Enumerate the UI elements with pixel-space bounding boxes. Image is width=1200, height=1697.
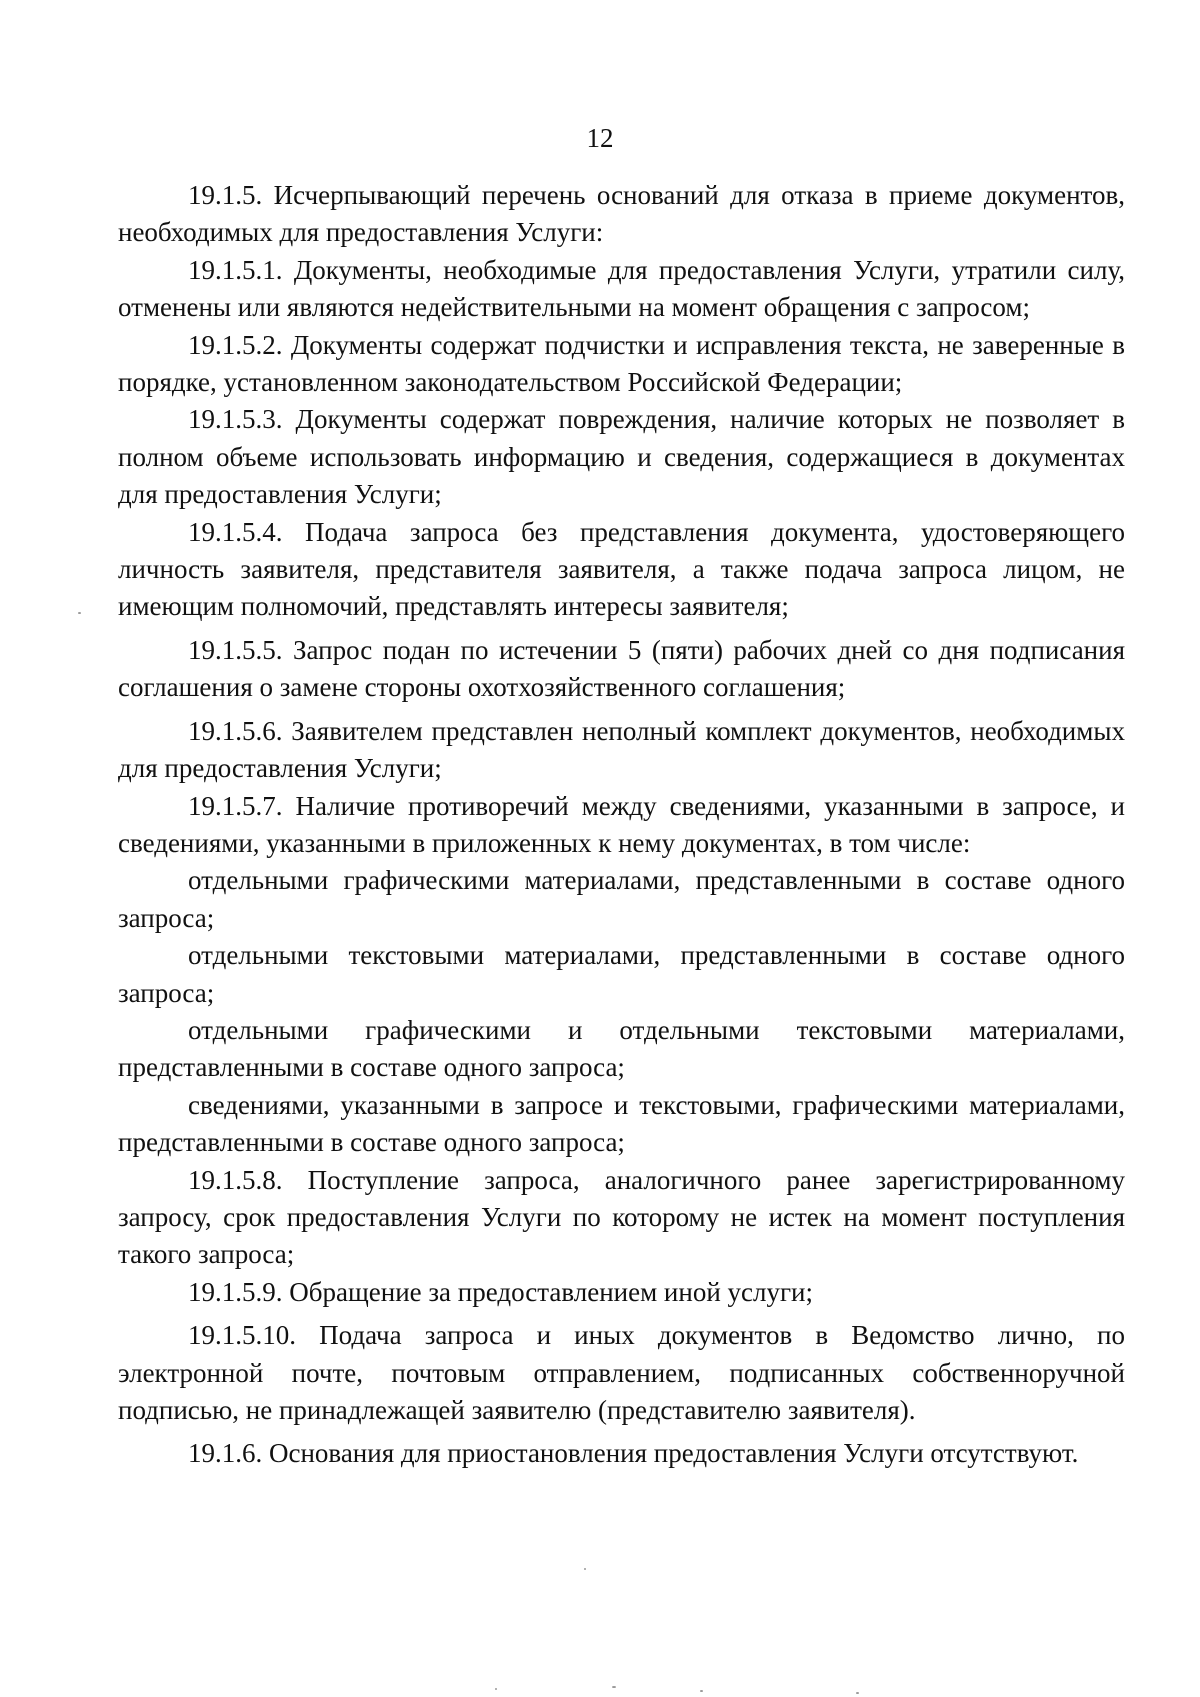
paragraph-19-1-5-2: 19.1.5.2. Документы содержат подчистки и исправления текста, не заверенные в порядке, установленном законодательством Российской Федерации; (118, 329, 1125, 398)
page-number: 12 (586, 123, 614, 153)
paragraph-19-1-5-5: 19.1.5.5. Запрос подан по истечении 5 (пяти) рабочих дней со дня подписания соглашения о замене стороны охотхозяйственного соглашения; (118, 634, 1125, 703)
paragraph-text-materials: отдельными текстовыми материалами, представленными в составе одного запроса; (118, 940, 1125, 1008)
paragraph-19-1-5-10: 19.1.5.10. Подача запроса и иных документов в Ведомство лично, по электронной почте, почтовым отправлением, подписанных собственноручной подписью, не принадлежащей заявителю (представителю заявителя). (118, 1320, 1125, 1425)
document-body (118, 177, 1125, 1473)
scan-speck (495, 1688, 497, 1690)
paragraph-19-1-5-9: 19.1.5.9. Обращение за предоставлением иной услуги; (188, 1276, 814, 1307)
scan-speck (584, 1568, 586, 1570)
paragraph-19-1-5-3: 19.1.5.3. Документы содержат повреждения, наличие которых не позволяет в полном объеме использовать информацию и сведения, содержащиеся в документах для предоставления Услуги; (118, 404, 1125, 510)
paragraph-19-1-5: 19.1.5. Исчерпывающий перечень оснований для отказа в приеме документов, необходимых для предоставления Услуги: (118, 180, 1125, 248)
paragraph-19-1-5-6: 19.1.5.6. Заявителем представлен неполный комплект документов, необходимых для предоставления Услуги; (118, 715, 1125, 784)
paragraph-graphic-and-text-materials: отдельными графическими и отдельными текстовыми материалами, представленными в составе одного запроса; (118, 1014, 1125, 1083)
paragraph-19-1-5-4: 19.1.5.4. Подача запроса без представления документа, удостоверяющего личность заявителя, представителя заявителя, а также подача запроса лицом, не имеющим полномочий, представлять интересы заявителя; (118, 516, 1125, 622)
scan-speck (700, 1690, 703, 1692)
paragraph-graphic-materials: отдельными графическими материалами, представленными в составе одного запроса; (118, 865, 1125, 933)
paragraph-19-1-5-8: 19.1.5.8. Поступление запроса, аналогичного ранее зарегистрированному запросу, срок предоставления Услуги по которому не истек на момент поступления такого запроса; (118, 1164, 1125, 1270)
scan-speck (856, 1692, 859, 1694)
scan-speck (78, 612, 81, 614)
scan-speck (612, 1686, 616, 1688)
paragraph-19-1-5-7: 19.1.5.7. Наличие противоречий между сведениями, указанными в запросе, и сведениями, указанными в приложенных к нему документах, в том числе: (118, 790, 1125, 858)
paragraph-19-1-5-1: 19.1.5.1. Документы, необходимые для предоставления Услуги, утратили силу, отменены или являются недействительными на момент обращения с запросом; (118, 254, 1125, 323)
paragraph-19-1-6: 19.1.6. Основания для приостановления предоставления Услуги отсутствуют. (188, 1438, 1079, 1469)
paragraph-request-info-materials: сведениями, указанными в запросе и текстовыми, графическими материалами, представленными в составе одного запроса; (118, 1089, 1125, 1158)
